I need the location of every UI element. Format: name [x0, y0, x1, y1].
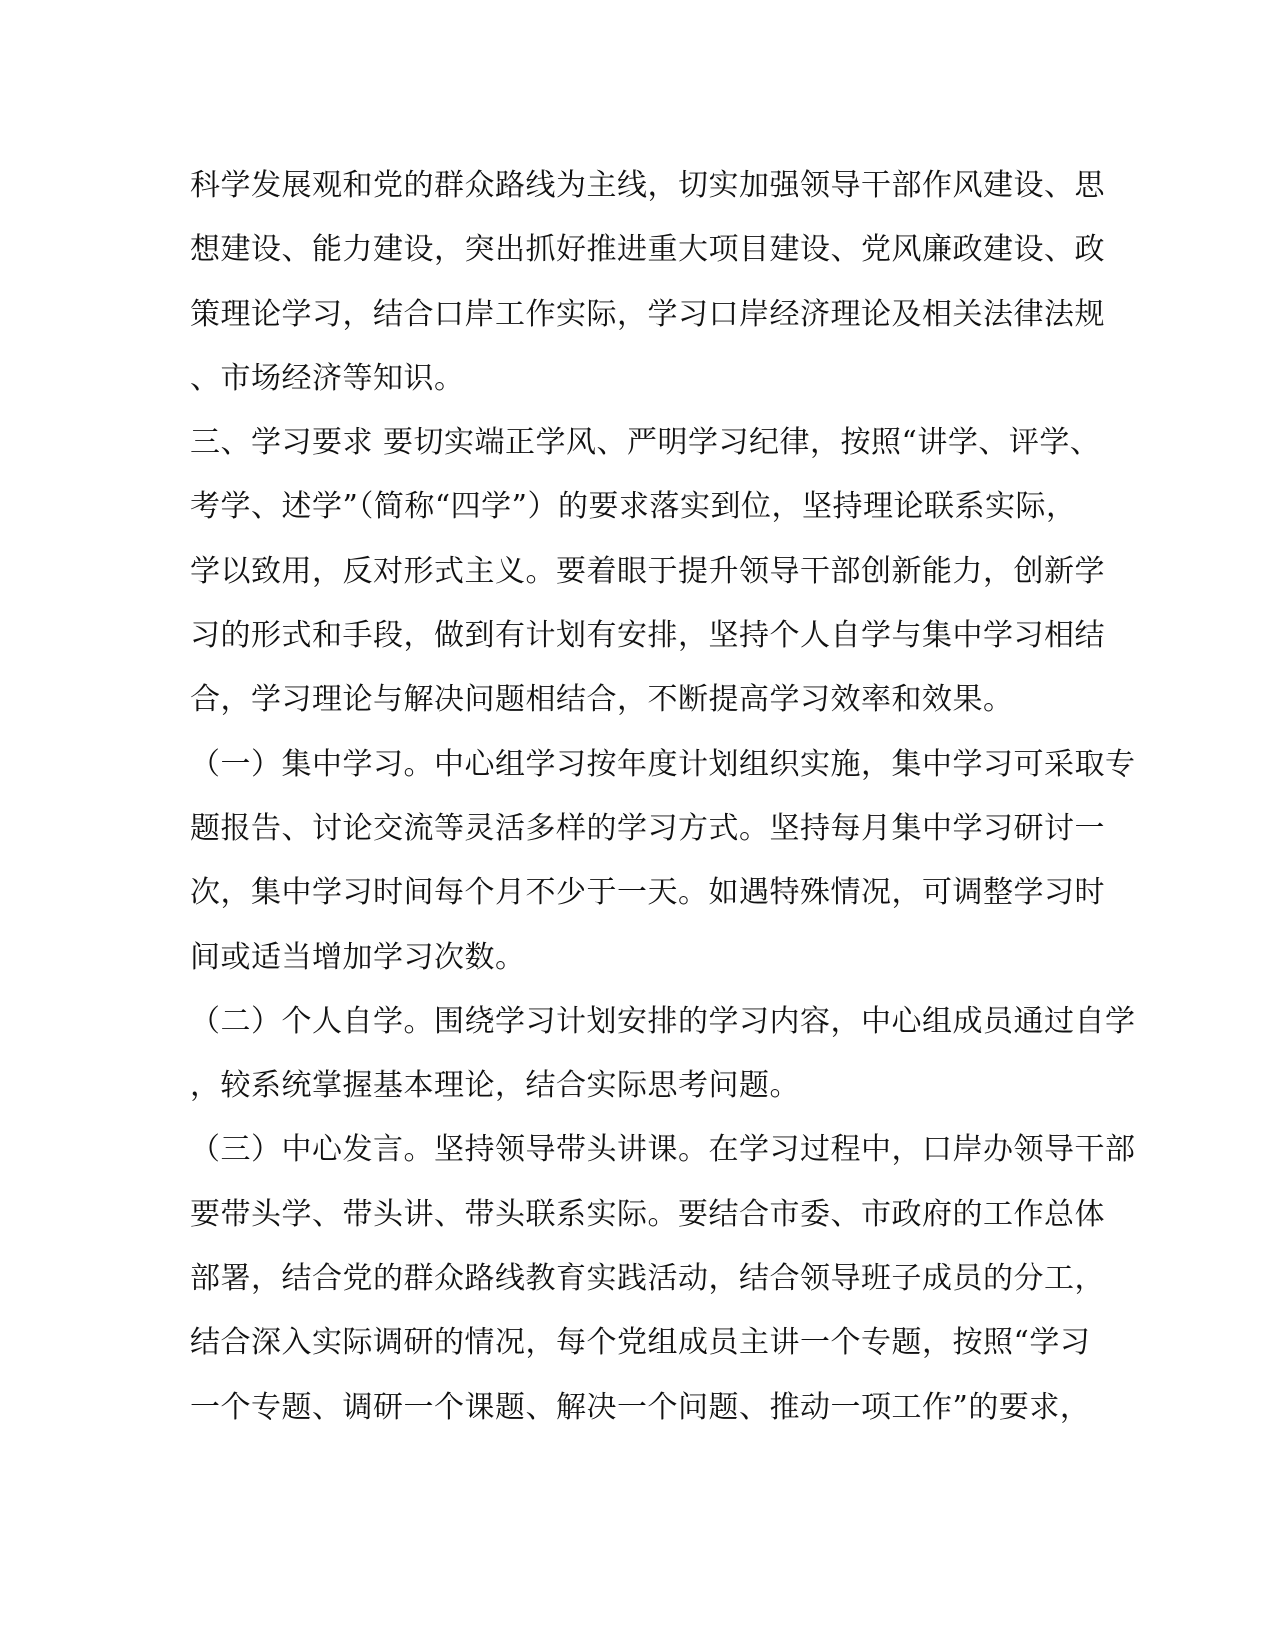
text-line: 要带头学、带头讲、带头联系实际。要结合市委、市政府的工作总体 — [190, 1196, 1105, 1232]
text-line: 题报告、讨论交流等灵活多样的学习方式。坚持每月集中学习研讨一 — [190, 810, 1105, 846]
text-line: 结合深入实际调研的情况，每个党组成员主讲一个专题，按照“学习 — [190, 1325, 1091, 1361]
text-line: 间或适当增加学习次数。 — [190, 939, 526, 975]
text-line: 一个专题、调研一个课题、解决一个问题、推动一项工作”的要求， — [190, 1389, 1091, 1425]
text-line: 、市场经济等知识。 — [190, 360, 465, 396]
body-text — [190, 154, 1136, 1440]
text-line: ，较系统掌握基本理论，结合实际思考问题。 — [190, 1068, 800, 1104]
text-line: 学以致用，反对形式主义。要着眼于提升领导干部创新能力，创新学 — [190, 553, 1105, 589]
text-line: 部署，结合党的群众路线教育实践活动，结合领导班子成员的分工， — [190, 1261, 1105, 1297]
subsection-line: （一）集中学习。中心组学习按年度计划组织实施，集中学习可采取专 — [190, 746, 1136, 782]
text-line: 策理论学习，结合口岸工作实际，学习口岸经济理论及相关法律法规 — [190, 296, 1105, 332]
text-line: 次，集中学习时间每个月不少于一天。如遇特殊情况，可调整学习时 — [190, 875, 1105, 911]
subsection-line: （二）个人自学。围绕学习计划安排的学习内容，中心组成员通过自学 — [190, 1003, 1136, 1039]
text-line: 习的形式和手段，做到有计划有安排，坚持个人自学与集中学习相结 — [190, 618, 1105, 654]
text-line: 合，学习理论与解决问题相结合，不断提高学习效率和效果。 — [190, 682, 1014, 718]
section-heading-line: 三、学习要求 要切实端正学风、严明学习纪律，按照“讲学、评学、 — [190, 425, 1101, 461]
subsection-line: （三）中心发言。坚持领导带头讲课。在学习过程中，口岸办领导干部 — [190, 1132, 1136, 1168]
text-line: 科学发展观和党的群众路线为主线，切实加强领导干部作风建设、思 — [190, 168, 1105, 203]
text-line: 想建设、能力建设，突出抓好推进重大项目建设、党风廉政建设、政 — [190, 232, 1105, 268]
text-line: 考学、述学”（简称“四学”）的要求落实到位，坚持理论联系实际， — [190, 489, 1077, 525]
